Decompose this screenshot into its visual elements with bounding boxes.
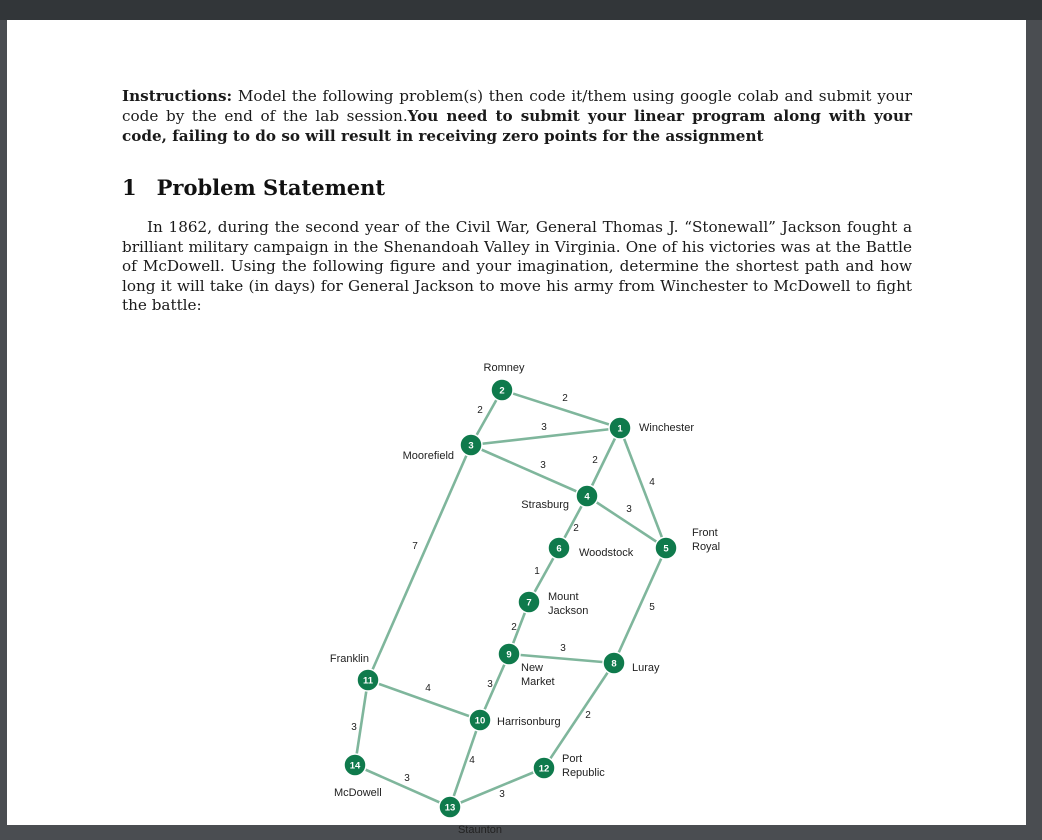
- edge-weight-9-10: 3: [487, 679, 493, 690]
- edge-3-11: [368, 445, 471, 680]
- node-number-6: 6: [556, 543, 562, 555]
- edge-weight-9-8: 3: [560, 643, 566, 654]
- edge-1-5: [620, 428, 666, 548]
- viewer-toolbar: [0, 0, 1042, 20]
- node-number-10: 10: [474, 715, 486, 727]
- edge-14-13: [355, 765, 450, 807]
- shenandoah-network-figure: [307, 340, 727, 840]
- node-label-5: Front Royal: [692, 527, 721, 553]
- edge-11-10: [368, 680, 480, 720]
- edge-weight-5-8: 5: [649, 602, 655, 613]
- edge-weight-3-1: 3: [541, 422, 547, 433]
- node-number-3: 3: [468, 440, 474, 452]
- edge-11-14: [355, 680, 368, 765]
- edge-weight-4-5: 3: [626, 504, 632, 515]
- node-number-4: 4: [584, 491, 590, 503]
- edge-weight-12-13: 3: [499, 789, 505, 800]
- node-number-12: 12: [538, 763, 550, 775]
- node-number-14: 14: [349, 760, 361, 772]
- edge-10-13: [450, 720, 480, 807]
- edge-weight-4-6: 2: [573, 523, 579, 534]
- node-label-3: Moorefield: [402, 450, 454, 462]
- weights-layer: [351, 393, 655, 800]
- edge-weight-3-4: 3: [540, 460, 546, 471]
- problem-paragraph: In 1862, during the second year of the Civil War, General Thomas J. “Stonewall” Jackson fought a brilliant military campaign in the Shenandoah Valley in Virginia. One of his victories was at the Battle of McDowell. Using the following figure and your imagination, determine the shortest path and how long it will take (in days) for General Jackson to move his army from Winchester to McDowell to fight the battle:: [122, 218, 912, 314]
- node-label-6: Woodstock: [579, 547, 634, 559]
- node-number-8: 8: [611, 658, 617, 670]
- edge-weight-6-7: 1: [534, 566, 540, 577]
- instructions-paragraph: [122, 86, 912, 146]
- node-label-9: New Market: [521, 662, 555, 688]
- node-label-1: Winchester: [639, 422, 695, 434]
- node-label-2: Romney: [483, 362, 525, 374]
- node-number-1: 1: [617, 423, 623, 435]
- edge-weight-2-3: 2: [477, 405, 483, 416]
- node-label-8: Luray: [632, 662, 660, 674]
- node-label-11: Franklin: [329, 653, 369, 665]
- edge-3-4: [471, 445, 587, 496]
- node-label-12: Port Republic: [562, 753, 605, 779]
- section-title: Problem Statement: [156, 175, 386, 200]
- node-number-7: 7: [526, 597, 532, 609]
- edge-12-13: [450, 768, 544, 807]
- instructions-warning: You need to submit your linear program along with your code, failing to do so will result in receiving zero points for the assignment: [122, 107, 912, 145]
- edge-weight-1-5: 4: [649, 477, 655, 488]
- edge-weight-14-13: 3: [404, 773, 410, 784]
- section-heading: [122, 175, 385, 200]
- node-label-10: Harrisonburg: [497, 716, 561, 728]
- instructions-lead: Instructions:: [122, 87, 233, 105]
- node-label-13: Staunton: [457, 824, 503, 836]
- edge-weight-7-9: 2: [511, 622, 517, 633]
- node-number-11: 11: [362, 675, 374, 687]
- edge-weight-10-13: 4: [469, 755, 475, 766]
- node-number-9: 9: [506, 649, 512, 661]
- node-number-13: 13: [444, 802, 456, 814]
- edge-5-8: [614, 548, 666, 663]
- instructions-text: Model the following problem(s) then code it/them using google colab and submit your code by the end of the lab session.: [122, 87, 912, 125]
- node-label-4: Strasburg: [521, 499, 569, 511]
- edges-layer: [355, 390, 666, 807]
- edge-weight-11-10: 4: [425, 683, 431, 694]
- section-number: 1: [122, 175, 137, 200]
- document-page: [7, 20, 1026, 836]
- edge-weight-8-12: 2: [585, 710, 591, 721]
- node-label-14: McDowell: [334, 787, 382, 799]
- node-number-5: 5: [663, 543, 669, 555]
- edge-weight-11-14: 3: [351, 722, 357, 733]
- edge-weight-1-4: 2: [592, 455, 598, 466]
- node-label-7: Mount Jackson: [548, 591, 589, 617]
- edge-weight-2-1: 2: [562, 393, 568, 404]
- edge-2-1: [502, 390, 620, 428]
- edge-weight-3-11: 7: [412, 541, 418, 552]
- node-number-2: 2: [499, 385, 505, 397]
